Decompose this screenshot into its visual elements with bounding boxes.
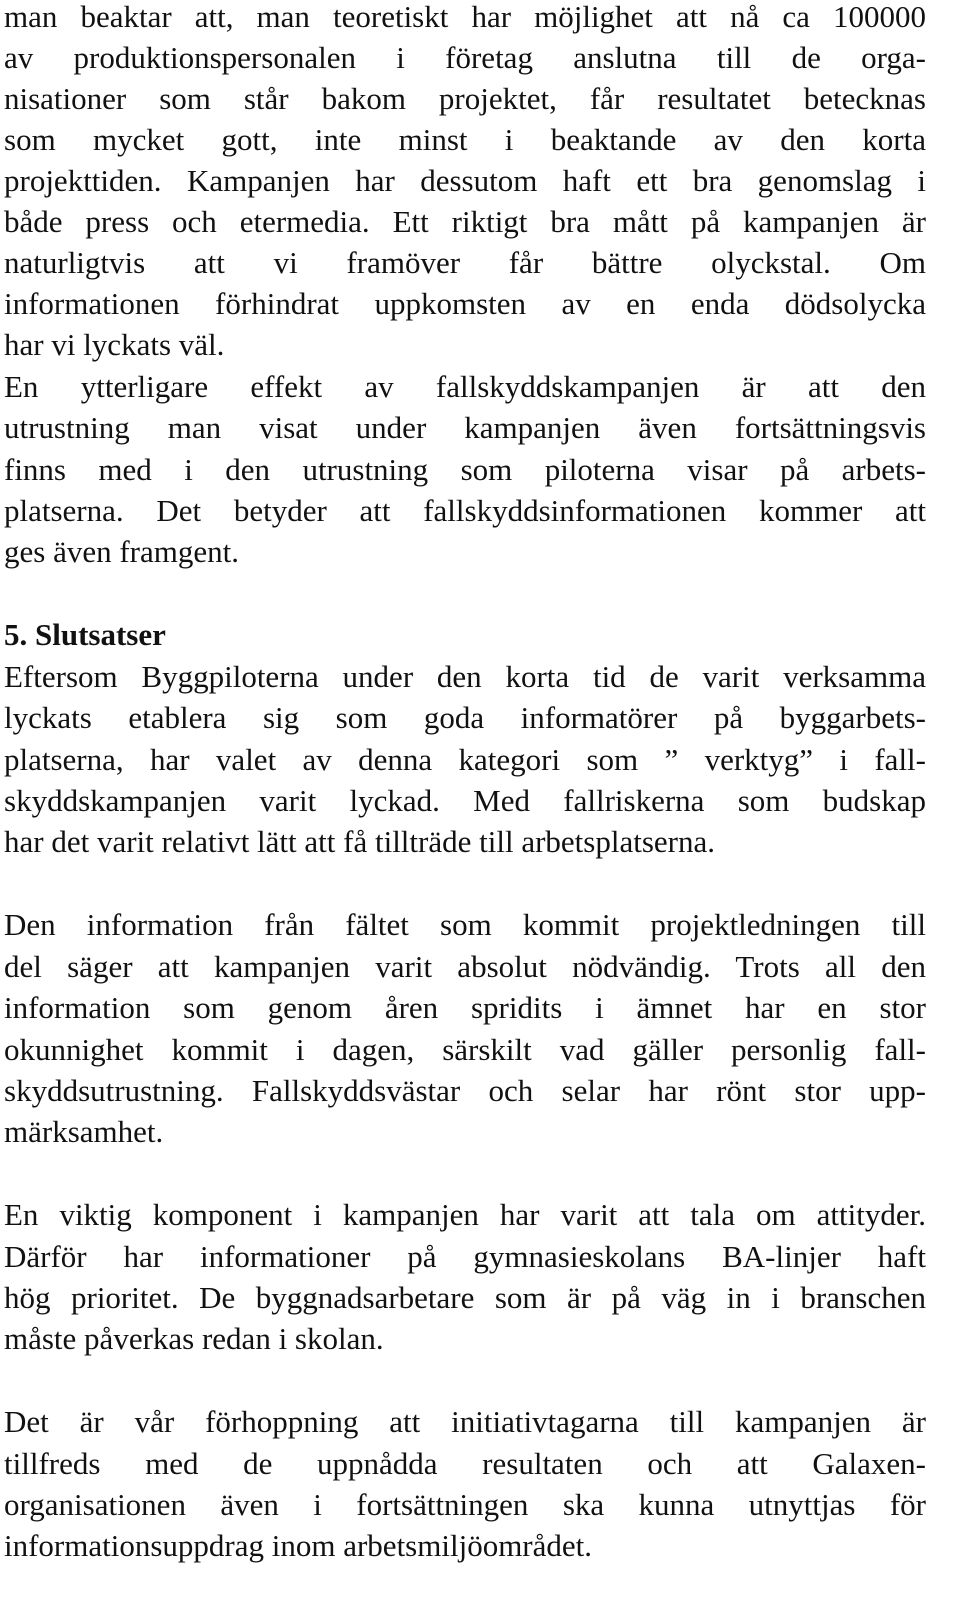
text-line: projekttiden. Kampanjen har dessutom haft ett bra genomslag i <box>4 163 926 198</box>
text-line: finns med i den utrustning som piloterna visar på arbets- <box>4 452 926 487</box>
text-line: Den information från fältet som kommit projektledningen till <box>4 907 926 942</box>
text-line: okunnighet kommit i dagen, särskilt vad gäller personlig fall- <box>4 1032 926 1067</box>
text-line: måste påverkas redan i skolan. <box>4 1321 384 1356</box>
text-line: nisationer som står bakom projektet, får resultatet betecknas <box>4 81 926 116</box>
text-line: utrustning man visat under kampanjen även fortsättningsvis <box>4 410 926 445</box>
text-line: har det varit relativt lätt att få tillträde till arbetsplatserna. <box>4 824 715 859</box>
text-line: märksamhet. <box>4 1114 164 1149</box>
text-line: En viktig komponent i kampanjen har varit att tala om attityder. <box>4 1197 926 1232</box>
text-line: En ytterligare effekt av fallskyddskampanjen är att den <box>4 369 926 404</box>
text-line: del säger att kampanjen varit absolut nödvändig. Trots all den <box>4 949 926 984</box>
text-line: lyckats etablera sig som goda informatörer på byggarbets- <box>4 700 926 735</box>
text-line: tillfreds med de uppnådda resultaten och att Galaxen- <box>4 1446 926 1481</box>
text-line: organisationen även i fortsättningen ska kunna utnyttjas för <box>4 1487 926 1522</box>
text-line: man beaktar att, man teoretiskt har möjlighet att nå ca 100000 <box>4 0 926 34</box>
text-line: ges även framgent. <box>4 534 239 569</box>
text-line: både press och etermedia. Ett riktigt bra mått på kampanjen är <box>4 204 926 239</box>
text-line: naturligtvis att vi framöver får bättre olyckstal. Om <box>4 245 926 280</box>
text-line: information som genom åren spridits i ämnet har en stor <box>4 990 926 1025</box>
text-line: platserna, har valet av denna kategori som ” verktyg” i fall- <box>4 742 926 777</box>
text-line: Därför har informationer på gymnasieskolans BA-linjer haft <box>4 1239 926 1274</box>
text-line: hög prioritet. De byggnadsarbetare som är på väg in i branschen <box>4 1280 926 1315</box>
text-line: skyddsutrustning. Fallskyddsvästar och selar har rönt stor upp- <box>4 1073 926 1108</box>
text-line: Eftersom Byggpiloterna under den korta tid de varit verksamma <box>4 659 926 694</box>
text-line: har vi lyckats väl. <box>4 327 225 362</box>
text-line: Det är vår förhoppning att initiativtagarna till kampanjen är <box>4 1404 926 1439</box>
text-line: platserna. Det betyder att fallskyddsinformationen kommer att <box>4 493 926 528</box>
text-line: informationen förhindrat uppkomsten av en enda dödsolycka <box>4 286 926 321</box>
text-line: av produktionspersonalen i företag anslutna till de orga- <box>4 40 926 75</box>
text-line: skyddskampanjen varit lyckad. Med fallriskerna som budskap <box>4 783 926 818</box>
section-heading: 5. Slutsatser <box>4 617 166 652</box>
text-line: som mycket gott, inte minst i beaktande av den korta <box>4 122 926 157</box>
text-line: informationsuppdrag inom arbetsmiljöområdet. <box>4 1528 593 1563</box>
